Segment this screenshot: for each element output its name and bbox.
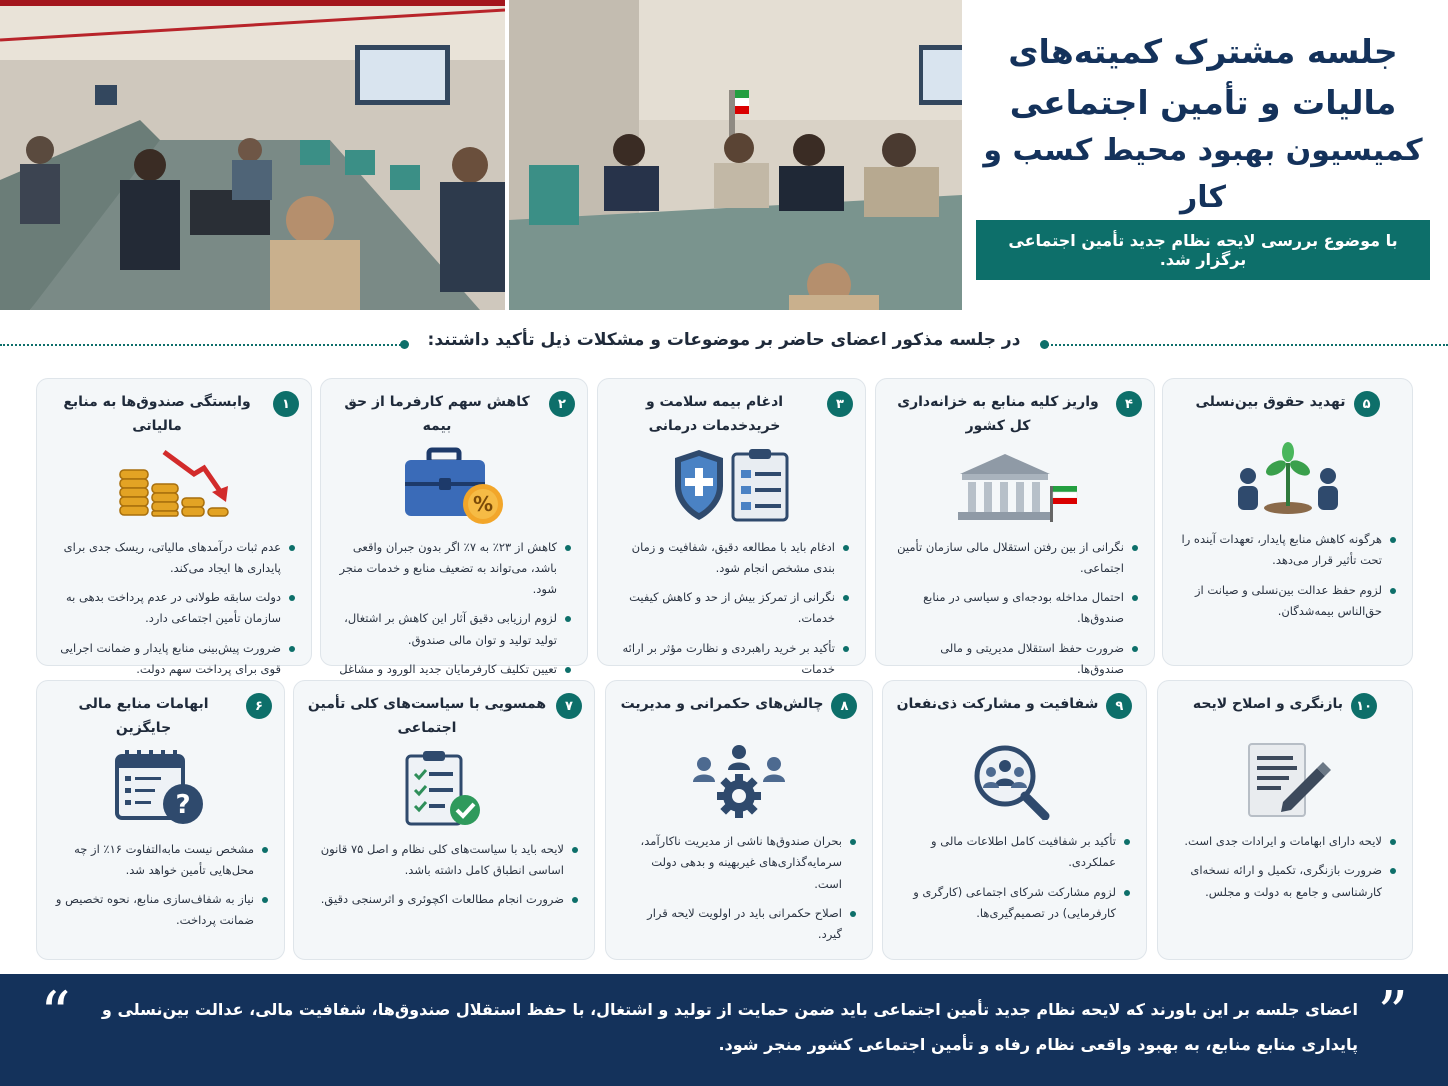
list-item: نگرانی از بین رفتن استقلال مالی سازمان تأمین اجتماعی. xyxy=(892,537,1138,580)
open-quote-icon: ” xyxy=(1377,979,1408,1049)
coins-decline-icon xyxy=(49,443,299,529)
dotted-divider-left xyxy=(0,344,404,346)
list-item: کاهش از ۲۳٪ به ۷٪ اگر بدون جبران واقعی باشد، می‌تواند به تضعیف منابع و خدمات منجر شود. xyxy=(337,537,571,601)
issue-card-1 xyxy=(36,378,312,676)
card-title: تهدید حقوق بین‌نسلی xyxy=(1195,394,1346,410)
list-item: لایحه باید با سیاست‌های کلی نظام و اصل ۷۵ قانون اساسی انطباق کامل داشته باشد. xyxy=(310,839,578,882)
page-title xyxy=(968,26,1438,221)
intro-row xyxy=(0,330,1448,360)
list-item: اصلاح حکمرانی باید در اولویت لایحه قرار گیرد. xyxy=(622,903,856,946)
card-title: واریز کلیه منابع به خزانه‌داری کل کشور xyxy=(897,394,1099,434)
issue-card-8 xyxy=(605,680,873,960)
issue-card-6 xyxy=(36,680,285,960)
card-title: کاهش سهم کارفرما از حق بیمه xyxy=(344,394,530,434)
list-item: نیاز به شفاف‌سازی منابع، نحوه تخصیص و ضمانت پرداخت. xyxy=(53,889,268,932)
title-line-2: مالیات و تأمین اجتماعی xyxy=(1009,83,1397,123)
generations-plant-icon xyxy=(1175,435,1400,521)
card-number: ۱۰ xyxy=(1351,693,1377,719)
list-item: تأکید بر شفافیت کامل اطلاعات مالی و عملکردی. xyxy=(899,831,1130,874)
title-line-1: جلسه مشترک کمیته‌های xyxy=(1008,32,1398,71)
calendar-question-icon xyxy=(49,745,272,831)
clipboard-check-icon xyxy=(306,745,582,831)
intro-text: در جلسه مذکور اعضای حاضر بر موضوعات و مشکلات ذیل تأکید داشتند: xyxy=(427,330,1021,350)
issue-card-5 xyxy=(1162,378,1413,666)
summary-footer xyxy=(0,974,1448,1086)
list-item: بحران صندوق‌ها ناشی از مدیریت ناکارآمد، سرمایه‌گذاری‌های غیربهینه و بدهی دولت است. xyxy=(622,831,856,895)
list-item: لزوم مشارکت شرکای اجتماعی (کارگری و کارفرمایی) در تصمیم‌گیری‌ها. xyxy=(899,882,1130,925)
list-item: نگرانی از تمرکز بیش از حد و کاهش کیفیت خدمات. xyxy=(614,587,849,630)
card-number: ۸ xyxy=(831,693,857,719)
list-item: ضرورت انجام مطالعات اکچوئری و اثرسنجی دقیق. xyxy=(310,889,578,910)
card-title: ادغام بیمه سلامت و خریدخدمات درمانی xyxy=(645,394,784,434)
card-number: ۴ xyxy=(1116,391,1142,417)
list-item: دولت سابقه طولانی در عدم پرداخت بدهی به سازمان تأمین اجتماعی دارد. xyxy=(53,587,295,630)
issue-card-7 xyxy=(293,680,595,960)
list-item: مشخص نیست مابه‌التفاوت ۱۶٪ از چه محل‌هایی تأمین خواهد شد. xyxy=(53,839,268,882)
subtitle-banner: با موضوع بررسی لایحه نظام جدید تأمین اجتماعی برگزار شد. xyxy=(976,220,1430,280)
list-item: عدم ثبات درآمدهای مالیاتی، ریسک جدی برای پایداری ها ایجاد می‌کند. xyxy=(53,537,295,580)
issue-card-4 xyxy=(875,378,1155,676)
briefcase-percent-icon xyxy=(333,443,575,529)
list-item: هرگونه کاهش منابع پایدار، تعهدات آینده را تحت تأثیر قرار می‌دهد. xyxy=(1179,529,1396,572)
card-title: همسویی با سیاست‌های کلی تأمین اجتماعی xyxy=(307,696,547,736)
card-title: بازنگری و اصلاح لایحه xyxy=(1192,696,1344,712)
stakeholders-magnifier-icon xyxy=(895,737,1134,823)
dotted-divider-right xyxy=(1044,344,1448,346)
title-line-3: کمیسیون بهبود محیط کسب و کار xyxy=(983,133,1423,215)
close-quote-icon: “ xyxy=(40,979,71,1049)
document-pen-icon xyxy=(1170,737,1400,823)
summary-quote: اعضای جلسه بر این باورند که لایحه نظام جدید تأمین اجتماعی باید ضمن حمایت از تولید و اشتغال، با حفظ استقلال صندوق‌ها، شفافیت مالی، عدالت بین‌نسلی و پایداری منابع منابع، به بهبود واقعی نظام رفاه و تأمین اجتماعی کشور منجر شود. xyxy=(101,1000,1358,1055)
list-item: ضرورت پیش‌بینی منابع پایدار و ضمانت اجرایی قوی برای پرداخت سهم دولت. xyxy=(53,638,295,681)
card-title: شفافیت و مشارکت ذی‌نفعان xyxy=(896,696,1099,712)
issue-card-2 xyxy=(320,378,588,676)
svg-text:%: % xyxy=(472,491,494,516)
card-number: ۲ xyxy=(549,391,575,417)
card-title: چالش‌های حکمرانی و مدیریت xyxy=(620,696,824,712)
list-item: لزوم حفظ عدالت بین‌نسلی و صیانت از حق‌الناس بیمه‌شدگان. xyxy=(1179,580,1396,623)
list-item: ادغام باید با مطالعه دقیق، شفافیت و زمان بندی مشخص انجام شود. xyxy=(614,537,849,580)
list-item: ضرورت بازنگری، تکمیل و ارائه نسخه‌ای کارشناسی و جامع به دولت و مجلس. xyxy=(1174,860,1396,903)
meeting-photo-left xyxy=(0,0,505,310)
list-item: تعیین تکلیف کارفرمایان جدید الورود و مشاغل xyxy=(337,659,571,702)
list-item: تأکید بر خرید راهبردی و نظارت مؤثر بر ارائه خدمات xyxy=(614,638,849,681)
svg-text:?: ? xyxy=(174,789,191,820)
meeting-photo-right xyxy=(509,0,962,310)
issue-card-3 xyxy=(597,378,866,676)
card-title: ابهامات منابع مالی جایگزین xyxy=(78,696,209,736)
issue-card-10 xyxy=(1157,680,1413,960)
list-item: ضرورت حفظ استقلال مدیریتی و مالی صندوق‌ها. xyxy=(892,638,1138,681)
health-shield-icon xyxy=(610,443,853,529)
header xyxy=(0,0,1448,312)
card-number: ۳ xyxy=(827,391,853,417)
list-item: لزوم ارزیابی دقیق آثار این کاهش بر اشتغال، تولید تولید و توان مالی صندوق. xyxy=(337,608,571,651)
card-number: ۵ xyxy=(1354,391,1380,417)
card-title: وابستگی صندوق‌ها به منابع مالیاتی xyxy=(63,394,251,434)
list-item: احتمال مداخله بودجه‌ای و سیاسی در منابع صندوق‌ها. xyxy=(892,587,1138,630)
governance-gear-icon xyxy=(618,737,860,823)
card-number: ۶ xyxy=(246,693,272,719)
list-item: لایحه دارای ابهامات و ایرادات جدی است. xyxy=(1174,831,1396,852)
card-number: ۱ xyxy=(273,391,299,417)
card-number: ۷ xyxy=(556,693,582,719)
treasury-bank-icon xyxy=(888,443,1142,529)
card-number: ۹ xyxy=(1106,693,1132,719)
issue-card-9 xyxy=(882,680,1147,960)
